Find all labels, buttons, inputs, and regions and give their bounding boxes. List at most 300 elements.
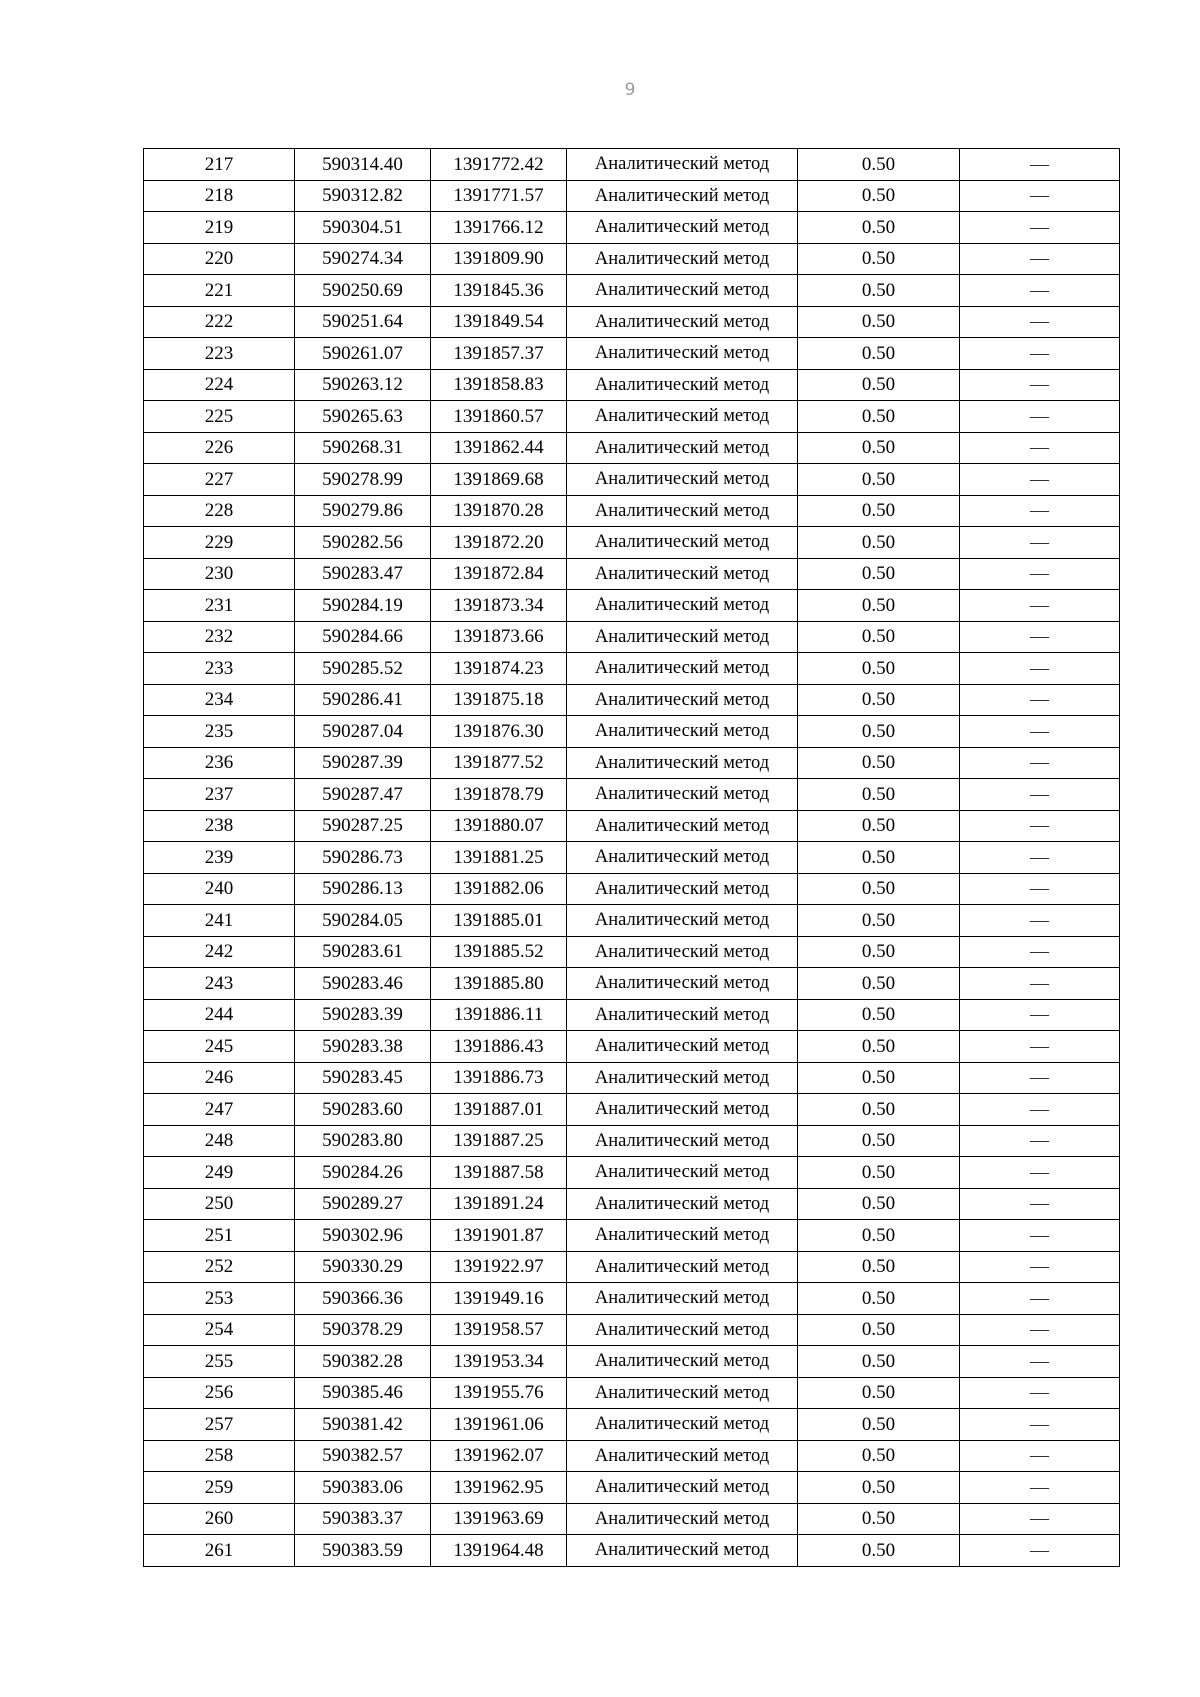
accuracy-cell: 0.50 xyxy=(798,1440,960,1472)
y-coordinate-cell: 1391772.42 xyxy=(431,149,567,181)
accuracy-cell: 0.50 xyxy=(798,1062,960,1094)
table-row xyxy=(144,432,1120,464)
point-number-cell: 246 xyxy=(144,1062,295,1094)
method-cell: Аналитический метод xyxy=(567,149,798,181)
method-cell: Аналитический метод xyxy=(567,527,798,559)
y-coordinate-cell: 1391962.07 xyxy=(431,1440,567,1472)
accuracy-cell: 0.50 xyxy=(798,369,960,401)
method-cell: Аналитический метод xyxy=(567,338,798,370)
y-coordinate-cell: 1391878.79 xyxy=(431,779,567,811)
point-number-cell: 245 xyxy=(144,1031,295,1063)
x-coordinate-cell: 590283.45 xyxy=(295,1062,431,1094)
x-coordinate-cell: 590284.66 xyxy=(295,621,431,653)
method-cell: Аналитический метод xyxy=(567,180,798,212)
accuracy-cell: 0.50 xyxy=(798,1220,960,1252)
description-cell: — xyxy=(960,653,1120,685)
description-cell: — xyxy=(960,621,1120,653)
x-coordinate-cell: 590286.73 xyxy=(295,842,431,874)
x-coordinate-cell: 590382.28 xyxy=(295,1346,431,1378)
x-coordinate-cell: 590283.60 xyxy=(295,1094,431,1126)
table-row xyxy=(144,149,1120,181)
description-cell: — xyxy=(960,716,1120,748)
point-number-cell: 229 xyxy=(144,527,295,559)
description-cell: — xyxy=(960,905,1120,937)
x-coordinate-cell: 590287.25 xyxy=(295,810,431,842)
accuracy-cell: 0.50 xyxy=(798,1283,960,1315)
point-number-cell: 251 xyxy=(144,1220,295,1252)
method-cell: Аналитический метод xyxy=(567,401,798,433)
table-row xyxy=(144,1031,1120,1063)
y-coordinate-cell: 1391875.18 xyxy=(431,684,567,716)
x-coordinate-cell: 590383.06 xyxy=(295,1472,431,1504)
description-cell: — xyxy=(960,1157,1120,1189)
accuracy-cell: 0.50 xyxy=(798,1314,960,1346)
accuracy-cell: 0.50 xyxy=(798,1188,960,1220)
point-number-cell: 221 xyxy=(144,275,295,307)
point-number-cell: 261 xyxy=(144,1535,295,1567)
x-coordinate-cell: 590263.12 xyxy=(295,369,431,401)
y-coordinate-cell: 1391809.90 xyxy=(431,243,567,275)
accuracy-cell: 0.50 xyxy=(798,747,960,779)
point-number-cell: 231 xyxy=(144,590,295,622)
accuracy-cell: 0.50 xyxy=(798,716,960,748)
table-row xyxy=(144,1409,1120,1441)
table-row xyxy=(144,180,1120,212)
accuracy-cell: 0.50 xyxy=(798,1535,960,1567)
description-cell: — xyxy=(960,464,1120,496)
point-number-cell: 233 xyxy=(144,653,295,685)
table-row xyxy=(144,873,1120,905)
y-coordinate-cell: 1391885.01 xyxy=(431,905,567,937)
y-coordinate-cell: 1391766.12 xyxy=(431,212,567,244)
description-cell: — xyxy=(960,684,1120,716)
point-number-cell: 225 xyxy=(144,401,295,433)
table-row xyxy=(144,369,1120,401)
y-coordinate-cell: 1391887.58 xyxy=(431,1157,567,1189)
method-cell: Аналитический метод xyxy=(567,464,798,496)
table-row xyxy=(144,306,1120,338)
y-coordinate-cell: 1391880.07 xyxy=(431,810,567,842)
accuracy-cell: 0.50 xyxy=(798,684,960,716)
table-row xyxy=(144,1283,1120,1315)
accuracy-cell: 0.50 xyxy=(798,338,960,370)
y-coordinate-cell: 1391860.57 xyxy=(431,401,567,433)
method-cell: Аналитический метод xyxy=(567,275,798,307)
description-cell: — xyxy=(960,1472,1120,1504)
accuracy-cell: 0.50 xyxy=(798,810,960,842)
y-coordinate-cell: 1391949.16 xyxy=(431,1283,567,1315)
point-number-cell: 258 xyxy=(144,1440,295,1472)
y-coordinate-cell: 1391963.69 xyxy=(431,1503,567,1535)
point-number-cell: 223 xyxy=(144,338,295,370)
method-cell: Аналитический метод xyxy=(567,1503,798,1535)
y-coordinate-cell: 1391882.06 xyxy=(431,873,567,905)
method-cell: Аналитический метод xyxy=(567,1031,798,1063)
method-cell: Аналитический метод xyxy=(567,306,798,338)
table-row xyxy=(144,464,1120,496)
point-number-cell: 238 xyxy=(144,810,295,842)
x-coordinate-cell: 590304.51 xyxy=(295,212,431,244)
x-coordinate-cell: 590284.26 xyxy=(295,1157,431,1189)
method-cell: Аналитический метод xyxy=(567,1188,798,1220)
accuracy-cell: 0.50 xyxy=(798,1472,960,1504)
accuracy-cell: 0.50 xyxy=(798,243,960,275)
description-cell: — xyxy=(960,810,1120,842)
y-coordinate-cell: 1391881.25 xyxy=(431,842,567,874)
x-coordinate-cell: 590314.40 xyxy=(295,149,431,181)
y-coordinate-cell: 1391872.20 xyxy=(431,527,567,559)
y-coordinate-cell: 1391873.66 xyxy=(431,621,567,653)
y-coordinate-cell: 1391887.01 xyxy=(431,1094,567,1126)
method-cell: Аналитический метод xyxy=(567,1125,798,1157)
y-coordinate-cell: 1391870.28 xyxy=(431,495,567,527)
x-coordinate-cell: 590385.46 xyxy=(295,1377,431,1409)
y-coordinate-cell: 1391862.44 xyxy=(431,432,567,464)
method-cell: Аналитический метод xyxy=(567,1157,798,1189)
x-coordinate-cell: 590286.41 xyxy=(295,684,431,716)
accuracy-cell: 0.50 xyxy=(798,464,960,496)
description-cell: — xyxy=(960,149,1120,181)
x-coordinate-cell: 590283.38 xyxy=(295,1031,431,1063)
table-row xyxy=(144,1377,1120,1409)
method-cell: Аналитический метод xyxy=(567,905,798,937)
description-cell: — xyxy=(960,212,1120,244)
accuracy-cell: 0.50 xyxy=(798,527,960,559)
table-row xyxy=(144,1157,1120,1189)
description-cell: — xyxy=(960,873,1120,905)
table-row xyxy=(144,1220,1120,1252)
table-row xyxy=(144,401,1120,433)
method-cell: Аналитический метод xyxy=(567,432,798,464)
accuracy-cell: 0.50 xyxy=(798,1157,960,1189)
description-cell: — xyxy=(960,306,1120,338)
point-number-cell: 218 xyxy=(144,180,295,212)
accuracy-cell: 0.50 xyxy=(798,306,960,338)
point-number-cell: 257 xyxy=(144,1409,295,1441)
accuracy-cell: 0.50 xyxy=(798,1094,960,1126)
y-coordinate-cell: 1391869.68 xyxy=(431,464,567,496)
table-row xyxy=(144,1535,1120,1567)
point-number-cell: 234 xyxy=(144,684,295,716)
x-coordinate-cell: 590279.86 xyxy=(295,495,431,527)
accuracy-cell: 0.50 xyxy=(798,1377,960,1409)
accuracy-cell: 0.50 xyxy=(798,1031,960,1063)
point-number-cell: 222 xyxy=(144,306,295,338)
description-cell: — xyxy=(960,275,1120,307)
method-cell: Аналитический метод xyxy=(567,495,798,527)
accuracy-cell: 0.50 xyxy=(798,275,960,307)
x-coordinate-cell: 590383.37 xyxy=(295,1503,431,1535)
x-coordinate-cell: 590286.13 xyxy=(295,873,431,905)
point-number-cell: 220 xyxy=(144,243,295,275)
description-cell: — xyxy=(960,1440,1120,1472)
description-cell: — xyxy=(960,558,1120,590)
table-row xyxy=(144,716,1120,748)
accuracy-cell: 0.50 xyxy=(798,1125,960,1157)
x-coordinate-cell: 590284.19 xyxy=(295,590,431,622)
description-cell: — xyxy=(960,1314,1120,1346)
table-row xyxy=(144,779,1120,811)
accuracy-cell: 0.50 xyxy=(798,180,960,212)
accuracy-cell: 0.50 xyxy=(798,936,960,968)
point-number-cell: 243 xyxy=(144,968,295,1000)
y-coordinate-cell: 1391885.80 xyxy=(431,968,567,1000)
point-number-cell: 227 xyxy=(144,464,295,496)
point-number-cell: 260 xyxy=(144,1503,295,1535)
description-cell: — xyxy=(960,1346,1120,1378)
description-cell: — xyxy=(960,401,1120,433)
description-cell: — xyxy=(960,1283,1120,1315)
method-cell: Аналитический метод xyxy=(567,968,798,1000)
method-cell: Аналитический метод xyxy=(567,1440,798,1472)
method-cell: Аналитический метод xyxy=(567,1094,798,1126)
description-cell: — xyxy=(960,936,1120,968)
description-cell: — xyxy=(960,243,1120,275)
point-number-cell: 228 xyxy=(144,495,295,527)
table-row xyxy=(144,558,1120,590)
x-coordinate-cell: 590330.29 xyxy=(295,1251,431,1283)
description-cell: — xyxy=(960,747,1120,779)
table-row xyxy=(144,527,1120,559)
accuracy-cell: 0.50 xyxy=(798,968,960,1000)
accuracy-cell: 0.50 xyxy=(798,999,960,1031)
table-row xyxy=(144,1094,1120,1126)
x-coordinate-cell: 590251.64 xyxy=(295,306,431,338)
method-cell: Аналитический метод xyxy=(567,1283,798,1315)
description-cell: — xyxy=(960,1503,1120,1535)
y-coordinate-cell: 1391849.54 xyxy=(431,306,567,338)
y-coordinate-cell: 1391964.48 xyxy=(431,1535,567,1567)
point-number-cell: 254 xyxy=(144,1314,295,1346)
x-coordinate-cell: 590381.42 xyxy=(295,1409,431,1441)
y-coordinate-cell: 1391953.34 xyxy=(431,1346,567,1378)
method-cell: Аналитический метод xyxy=(567,1472,798,1504)
description-cell: — xyxy=(960,338,1120,370)
table-row xyxy=(144,1503,1120,1535)
x-coordinate-cell: 590378.29 xyxy=(295,1314,431,1346)
y-coordinate-cell: 1391857.37 xyxy=(431,338,567,370)
table-row xyxy=(144,842,1120,874)
point-number-cell: 253 xyxy=(144,1283,295,1315)
point-number-cell: 256 xyxy=(144,1377,295,1409)
description-cell: — xyxy=(960,1409,1120,1441)
point-number-cell: 255 xyxy=(144,1346,295,1378)
point-number-cell: 230 xyxy=(144,558,295,590)
description-cell: — xyxy=(960,1535,1120,1567)
y-coordinate-cell: 1391886.73 xyxy=(431,1062,567,1094)
point-number-cell: 226 xyxy=(144,432,295,464)
table-row xyxy=(144,747,1120,779)
coordinates-table-body xyxy=(144,149,1120,1567)
table-row xyxy=(144,243,1120,275)
accuracy-cell: 0.50 xyxy=(798,779,960,811)
method-cell: Аналитический метод xyxy=(567,590,798,622)
table-row xyxy=(144,684,1120,716)
point-number-cell: 236 xyxy=(144,747,295,779)
point-number-cell: 241 xyxy=(144,905,295,937)
y-coordinate-cell: 1391886.43 xyxy=(431,1031,567,1063)
table-row xyxy=(144,968,1120,1000)
y-coordinate-cell: 1391874.23 xyxy=(431,653,567,685)
y-coordinate-cell: 1391873.34 xyxy=(431,590,567,622)
description-cell: — xyxy=(960,590,1120,622)
method-cell: Аналитический метод xyxy=(567,684,798,716)
y-coordinate-cell: 1391858.83 xyxy=(431,369,567,401)
table-row xyxy=(144,338,1120,370)
y-coordinate-cell: 1391961.06 xyxy=(431,1409,567,1441)
description-cell: — xyxy=(960,495,1120,527)
description-cell: — xyxy=(960,1377,1120,1409)
y-coordinate-cell: 1391877.52 xyxy=(431,747,567,779)
accuracy-cell: 0.50 xyxy=(798,149,960,181)
method-cell: Аналитический метод xyxy=(567,558,798,590)
method-cell: Аналитический метод xyxy=(567,243,798,275)
x-coordinate-cell: 590268.31 xyxy=(295,432,431,464)
accuracy-cell: 0.50 xyxy=(798,590,960,622)
x-coordinate-cell: 590283.80 xyxy=(295,1125,431,1157)
accuracy-cell: 0.50 xyxy=(798,905,960,937)
accuracy-cell: 0.50 xyxy=(798,1503,960,1535)
point-number-cell: 250 xyxy=(144,1188,295,1220)
x-coordinate-cell: 590287.04 xyxy=(295,716,431,748)
table-row xyxy=(144,1472,1120,1504)
method-cell: Аналитический метод xyxy=(567,212,798,244)
x-coordinate-cell: 590274.34 xyxy=(295,243,431,275)
description-cell: — xyxy=(960,1251,1120,1283)
method-cell: Аналитический метод xyxy=(567,1220,798,1252)
description-cell: — xyxy=(960,779,1120,811)
method-cell: Аналитический метод xyxy=(567,873,798,905)
point-number-cell: 224 xyxy=(144,369,295,401)
table-row xyxy=(144,1314,1120,1346)
y-coordinate-cell: 1391901.87 xyxy=(431,1220,567,1252)
page-number: 9 xyxy=(624,80,636,100)
description-cell: — xyxy=(960,1031,1120,1063)
x-coordinate-cell: 590250.69 xyxy=(295,275,431,307)
table-row xyxy=(144,999,1120,1031)
x-coordinate-cell: 590302.96 xyxy=(295,1220,431,1252)
point-number-cell: 237 xyxy=(144,779,295,811)
point-number-cell: 244 xyxy=(144,999,295,1031)
method-cell: Аналитический метод xyxy=(567,1251,798,1283)
x-coordinate-cell: 590284.05 xyxy=(295,905,431,937)
y-coordinate-cell: 1391922.97 xyxy=(431,1251,567,1283)
accuracy-cell: 0.50 xyxy=(798,495,960,527)
table-row xyxy=(144,653,1120,685)
y-coordinate-cell: 1391962.95 xyxy=(431,1472,567,1504)
accuracy-cell: 0.50 xyxy=(798,1409,960,1441)
method-cell: Аналитический метод xyxy=(567,1346,798,1378)
table-row xyxy=(144,275,1120,307)
y-coordinate-cell: 1391885.52 xyxy=(431,936,567,968)
y-coordinate-cell: 1391955.76 xyxy=(431,1377,567,1409)
accuracy-cell: 0.50 xyxy=(798,1346,960,1378)
method-cell: Аналитический метод xyxy=(567,621,798,653)
accuracy-cell: 0.50 xyxy=(798,432,960,464)
accuracy-cell: 0.50 xyxy=(798,558,960,590)
point-number-cell: 249 xyxy=(144,1157,295,1189)
table-row xyxy=(144,810,1120,842)
point-number-cell: 247 xyxy=(144,1094,295,1126)
method-cell: Аналитический метод xyxy=(567,1409,798,1441)
point-number-cell: 240 xyxy=(144,873,295,905)
x-coordinate-cell: 590283.47 xyxy=(295,558,431,590)
table-row xyxy=(144,495,1120,527)
method-cell: Аналитический метод xyxy=(567,1314,798,1346)
x-coordinate-cell: 590382.57 xyxy=(295,1440,431,1472)
x-coordinate-cell: 590312.82 xyxy=(295,180,431,212)
accuracy-cell: 0.50 xyxy=(798,401,960,433)
coordinates-table xyxy=(143,148,1120,1567)
method-cell: Аналитический метод xyxy=(567,716,798,748)
table-row xyxy=(144,936,1120,968)
description-cell: — xyxy=(960,842,1120,874)
point-number-cell: 232 xyxy=(144,621,295,653)
description-cell: — xyxy=(960,180,1120,212)
y-coordinate-cell: 1391845.36 xyxy=(431,275,567,307)
description-cell: — xyxy=(960,1062,1120,1094)
x-coordinate-cell: 590287.39 xyxy=(295,747,431,779)
method-cell: Аналитический метод xyxy=(567,1377,798,1409)
description-cell: — xyxy=(960,968,1120,1000)
description-cell: — xyxy=(960,1188,1120,1220)
x-coordinate-cell: 590278.99 xyxy=(295,464,431,496)
point-number-cell: 239 xyxy=(144,842,295,874)
table-row xyxy=(144,590,1120,622)
method-cell: Аналитический метод xyxy=(567,999,798,1031)
description-cell: — xyxy=(960,1094,1120,1126)
x-coordinate-cell: 590283.61 xyxy=(295,936,431,968)
x-coordinate-cell: 590287.47 xyxy=(295,779,431,811)
method-cell: Аналитический метод xyxy=(567,810,798,842)
point-number-cell: 217 xyxy=(144,149,295,181)
y-coordinate-cell: 1391958.57 xyxy=(431,1314,567,1346)
method-cell: Аналитический метод xyxy=(567,1535,798,1567)
x-coordinate-cell: 590265.63 xyxy=(295,401,431,433)
table-row xyxy=(144,621,1120,653)
point-number-cell: 219 xyxy=(144,212,295,244)
y-coordinate-cell: 1391876.30 xyxy=(431,716,567,748)
accuracy-cell: 0.50 xyxy=(798,621,960,653)
accuracy-cell: 0.50 xyxy=(798,1251,960,1283)
point-number-cell: 242 xyxy=(144,936,295,968)
x-coordinate-cell: 590283.46 xyxy=(295,968,431,1000)
accuracy-cell: 0.50 xyxy=(798,212,960,244)
point-number-cell: 252 xyxy=(144,1251,295,1283)
x-coordinate-cell: 590261.07 xyxy=(295,338,431,370)
method-cell: Аналитический метод xyxy=(567,747,798,779)
y-coordinate-cell: 1391872.84 xyxy=(431,558,567,590)
method-cell: Аналитический метод xyxy=(567,842,798,874)
x-coordinate-cell: 590383.59 xyxy=(295,1535,431,1567)
table-row xyxy=(144,1346,1120,1378)
point-number-cell: 259 xyxy=(144,1472,295,1504)
description-cell: — xyxy=(960,999,1120,1031)
table-row xyxy=(144,1188,1120,1220)
method-cell: Аналитический метод xyxy=(567,653,798,685)
table-row xyxy=(144,1062,1120,1094)
table-row xyxy=(144,1251,1120,1283)
description-cell: — xyxy=(960,1125,1120,1157)
description-cell: — xyxy=(960,1220,1120,1252)
x-coordinate-cell: 590289.27 xyxy=(295,1188,431,1220)
method-cell: Аналитический метод xyxy=(567,779,798,811)
table-row xyxy=(144,212,1120,244)
method-cell: Аналитический метод xyxy=(567,1062,798,1094)
x-coordinate-cell: 590283.39 xyxy=(295,999,431,1031)
accuracy-cell: 0.50 xyxy=(798,653,960,685)
table-row xyxy=(144,1125,1120,1157)
